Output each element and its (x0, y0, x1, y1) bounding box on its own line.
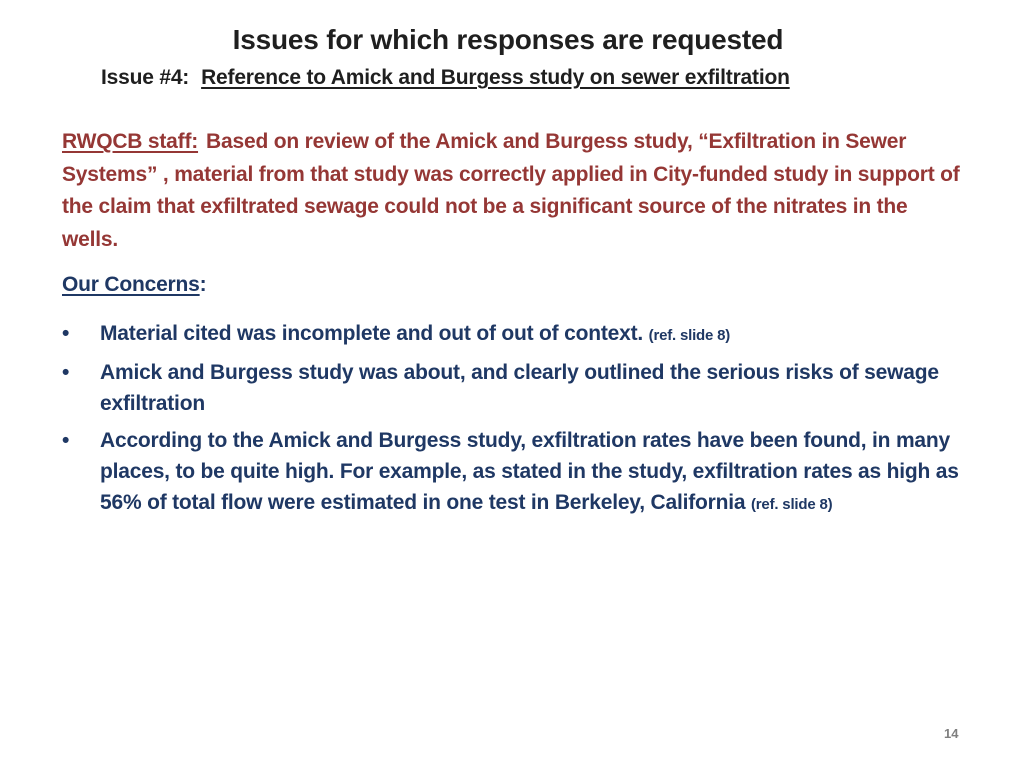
issue-subtitle (101, 66, 790, 90)
list-item-text: Material cited was incomplete and out of out of context. (100, 322, 644, 345)
issue-label: Issue #4: (101, 66, 190, 89)
list-item (62, 425, 962, 520)
list-item (62, 357, 962, 419)
staff-text: Based on review of the Amick and Burgess study, “Exfiltration in Sewer Systems” , material from that study was correctly applied in City-funded study in support of the claim that exfiltrated sewage could not be a significant source of the nitrates in the wells. (62, 130, 960, 251)
bullet-marker: • (62, 429, 70, 452)
page-number: 14 (944, 726, 959, 741)
list-item (62, 318, 962, 351)
bullet-marker: • (62, 322, 70, 345)
staff-paragraph (62, 126, 962, 256)
bullet-marker: • (62, 361, 70, 384)
issue-text: Reference to Amick and Burgess study on sewer exfiltration (201, 66, 790, 89)
list-item-ref: (ref. slide 8) (648, 327, 731, 344)
concerns-label: Our Concerns (62, 273, 200, 296)
list-item-text: Amick and Burgess study was about, and clearly outlined the serious risks of sewage exfiltration (100, 361, 939, 415)
staff-label: RWQCB staff: (62, 130, 199, 153)
concerns-list (62, 318, 962, 526)
list-item-text: According to the Amick and Burgess study, exfiltration rates have been found, in many places, to be quite high. For example, as stated in the study, exfiltration rates as high as 56% of total flow were estimated in one test in Berkeley, California (100, 429, 959, 514)
concerns-heading (62, 273, 206, 297)
list-item-ref: (ref. slide 8) (751, 496, 833, 513)
concerns-colon: : (199, 273, 207, 296)
slide-title: Issues for which responses are requested (232, 24, 784, 55)
